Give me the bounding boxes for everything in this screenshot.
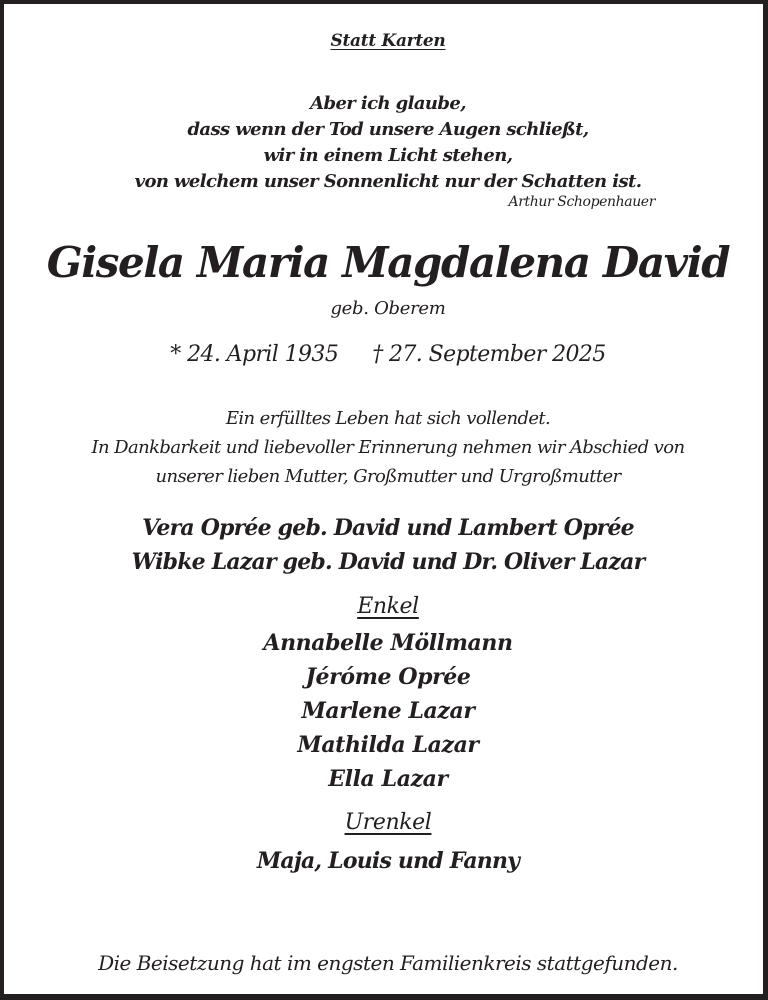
deceased-name: Gisela Maria Magdalena David [46,238,730,287]
death-date: † 27. September 2025 [372,342,606,367]
grandchild-name: Mathilda Lazar [297,732,479,758]
quote-line-1: Aber ich glaube, [310,93,466,114]
grandchild-name: Ella Lazar [328,766,448,792]
notice-header: Statt Karten [330,31,446,51]
message-line-1: Ein erfülltes Leben hat sich vollendet. [225,408,551,429]
children-line-2: Wibke Lazar geb. David und Dr. Oliver Lazar [131,549,645,575]
deceased-birth-name: geb. Oberem [330,298,446,319]
quote-line-4: von welchem unser Sonnenlicht nur der Schatten ist. [134,171,642,192]
birth-date: * 24. April 1935 [170,342,339,367]
quote-attribution: Arthur Schopenhauer [508,194,655,210]
grandchildren-label: Enkel [357,594,419,619]
life-dates [4,342,768,367]
message-line-3: unserer lieben Mutter, Großmutter und Urgroßmutter [155,466,621,487]
quote-line-3: wir in einem Licht stehen, [263,145,513,166]
burial-note: Die Beisetzung hat im engsten Familienkreis stattgefunden. [98,951,678,975]
grandchild-name: Marlene Lazar [301,698,475,724]
grandchild-name: Jéróme Oprée [305,664,471,690]
grandchild-name: Annabelle Möllmann [263,630,513,656]
children-line-1: Vera Oprée geb. David und Lambert Oprée [142,515,634,541]
great-grandchildren-names: Maja, Louis und Fanny [256,848,520,874]
quote-line-2: dass wenn der Tod unsere Augen schließt, [187,119,589,140]
message-line-2: In Dankbarkeit und liebevoller Erinnerung nehmen wir Abschied von [91,437,685,458]
great-grandchildren-label: Urenkel [344,810,432,835]
